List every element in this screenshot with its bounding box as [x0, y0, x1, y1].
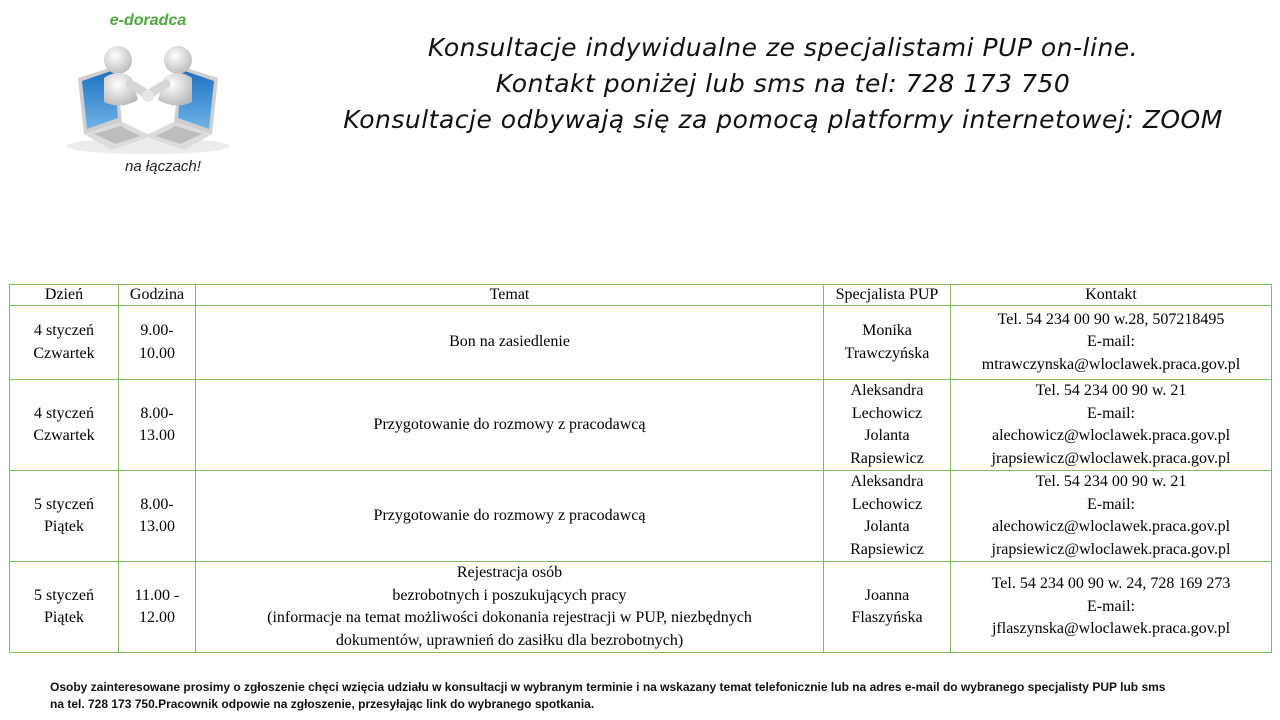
day-weekday: Czwartek — [33, 427, 95, 444]
specialist-first-name: Aleksandra — [850, 382, 924, 399]
contact-cell — [951, 562, 1272, 653]
day-date: 5 styczeń — [34, 495, 94, 513]
specialist-last-name: Rapsiewicz — [850, 540, 924, 558]
heading-line: Konsultacje odbywają się za pomocą platformy internetowej: ZOOM — [343, 105, 1223, 134]
hour-cell — [119, 562, 196, 653]
contact-email-label: E-mail: — [1087, 597, 1135, 615]
day-cell — [10, 562, 119, 653]
day-weekday: Piątek — [44, 609, 84, 626]
contact-phone: Tel. 54 234 00 90 w. 24, 728 169 273 — [991, 575, 1231, 593]
day-cell — [10, 471, 119, 562]
hour-end: 10.00 — [139, 344, 175, 362]
logo-title: e-doradca — [109, 12, 187, 29]
topic-cell — [196, 306, 824, 380]
specialist-last-name: Lechowicz — [851, 495, 923, 513]
page-heading — [288, 30, 1278, 138]
contact-phone: Tel. 54 234 00 90 w.28, 507218495 — [997, 310, 1225, 328]
handshake-laptops-illustration — [60, 38, 236, 156]
table-row — [10, 562, 1272, 653]
specialist-last-name: Lechowicz — [851, 404, 923, 422]
topic-cell — [196, 562, 824, 653]
contact-email-label: E-mail: — [1087, 404, 1135, 422]
contact-email[interactable]: jrapsiewicz@wloclawek.praca.gov.pl — [991, 540, 1231, 558]
hour-end: 13.00 — [139, 427, 175, 444]
contact-phone: Tel. 54 234 00 90 w. 21 — [1035, 382, 1187, 399]
specialist-last-name: Rapsiewicz — [850, 449, 924, 467]
consultation-schedule-table — [9, 284, 1272, 653]
specialist-first-name: Aleksandra — [850, 473, 924, 490]
table-header-row — [10, 285, 1272, 306]
contact-email[interactable]: jrapsiewicz@wloclawek.praca.gov.pl — [991, 449, 1231, 467]
header-contact: Kontakt — [951, 285, 1272, 306]
specialist-last-name: Flaszyńska — [851, 609, 923, 626]
hour-cell — [119, 471, 196, 562]
header-day: Dzień — [10, 285, 119, 306]
contact-phone: Tel. 54 234 00 90 w. 21 — [1035, 473, 1187, 490]
logo-caption: na łączach! — [125, 158, 201, 175]
specialist-cell — [824, 306, 951, 380]
hour-start: 11.00 - — [134, 586, 180, 604]
topic-text: Przygotowanie do rozmowy z pracodawcą — [373, 415, 646, 433]
specialist-first-name: Monika — [862, 322, 912, 339]
topic-text: Przygotowanie do rozmowy z pracodawcą — [373, 506, 646, 524]
hour-start: 8.00- — [140, 495, 174, 513]
day-cell — [10, 380, 119, 471]
topic-text: dokumentów, uprawnień do zasiłku dla bezrobotnych) — [335, 631, 684, 649]
topic-cell — [196, 380, 824, 471]
specialist-last-name: Trawczyńska — [844, 344, 930, 362]
contact-cell — [951, 471, 1272, 562]
day-cell — [10, 306, 119, 380]
hour-cell — [119, 380, 196, 471]
hour-cell — [119, 306, 196, 380]
contact-email-label: E-mail: — [1087, 495, 1135, 513]
footer-line: na tel. 728 173 750.Pracownik odpowie na zgłoszenie, przesyłając link do wybranego spotkania. — [50, 697, 595, 711]
header-specialist: Specjalista PUP — [824, 285, 951, 306]
day-date: 4 styczeń — [34, 404, 94, 422]
e-doradca-logo — [58, 10, 238, 175]
specialist-first-name: Jolanta — [864, 518, 910, 535]
footer-note — [50, 679, 1270, 713]
table-row — [10, 380, 1272, 471]
contact-cell — [951, 306, 1272, 380]
table-row — [10, 306, 1272, 380]
heading-line: Kontakt poniżej lub sms na tel: 728 173 750 — [495, 69, 1071, 98]
footer-line: Osoby zainteresowane prosimy o zgłoszenie chęci wzięcia udziału w konsultacji w wybranym terminie i na wskazany temat telefonicznie lub na adres e-mail do wybranego specjalisty PUP lub sms — [50, 680, 1166, 694]
day-weekday: Piątek — [44, 518, 84, 535]
contact-email[interactable]: mtrawczynska@wloclawek.praca.gov.pl — [981, 355, 1241, 373]
specialist-cell — [824, 471, 951, 562]
specialist-first-name: Joanna — [864, 586, 910, 604]
hour-start: 8.00- — [140, 404, 174, 422]
contact-email[interactable]: alechowicz@wloclawek.praca.gov.pl — [991, 427, 1231, 444]
specialist-cell — [824, 380, 951, 471]
day-date: 5 styczeń — [34, 586, 94, 604]
contact-email-label: E-mail: — [1087, 333, 1135, 351]
hour-start: 9.00- — [140, 322, 174, 339]
contact-cell — [951, 380, 1272, 471]
topic-text: Bon na zasiedlenie — [449, 333, 570, 351]
specialist-cell — [824, 562, 951, 653]
topic-text: (informacje na temat możliwości dokonania rejestracji w PUP, niezbędnych — [267, 609, 752, 626]
specialist-first-name: Jolanta — [864, 427, 910, 444]
heading-line: Konsultacje indywidualne ze specjalistami PUP on-line. — [427, 33, 1139, 62]
topic-text: Rejestracja osób — [456, 564, 563, 581]
day-weekday: Czwartek — [33, 344, 95, 362]
contact-email[interactable]: jflaszynska@wloclawek.praca.gov.pl — [991, 620, 1231, 638]
header-hour: Godzina — [119, 285, 196, 306]
topic-text: bezrobotnych i poszukujących pracy — [392, 586, 627, 604]
day-date: 4 styczeń — [34, 322, 94, 339]
hour-end: 12.00 — [139, 609, 175, 626]
hour-end: 13.00 — [139, 518, 175, 535]
table-row — [10, 471, 1272, 562]
contact-email[interactable]: alechowicz@wloclawek.praca.gov.pl — [991, 518, 1231, 535]
header-topic: Temat — [196, 285, 824, 306]
topic-cell — [196, 471, 824, 562]
